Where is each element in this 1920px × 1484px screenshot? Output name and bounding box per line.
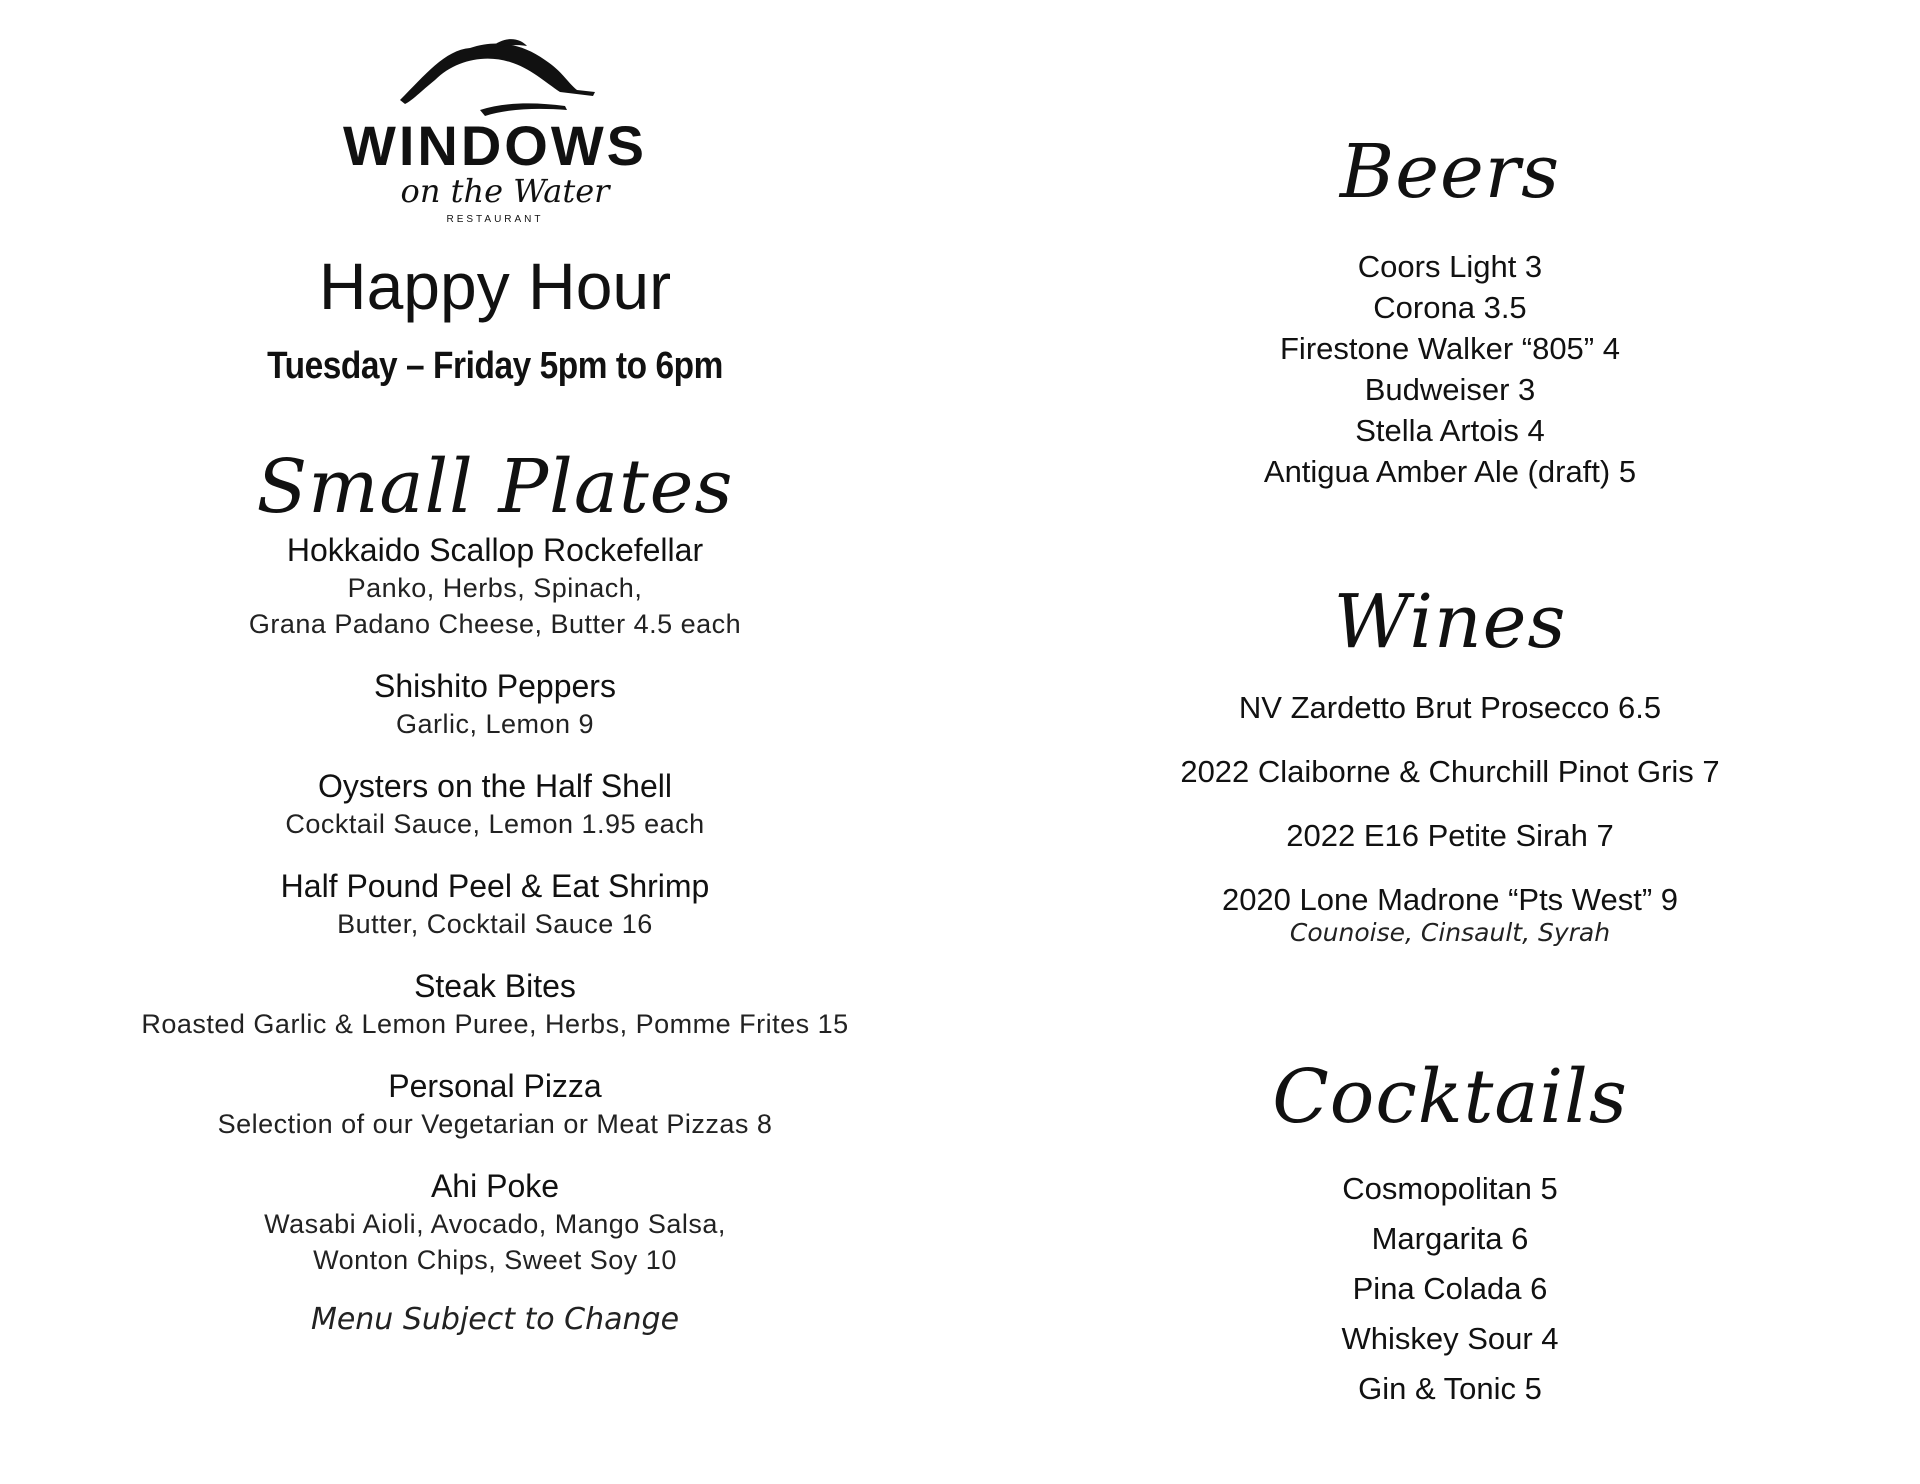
cocktails-heading: Cocktails	[1272, 1054, 1628, 1140]
menu-item	[120, 1166, 870, 1278]
small-plates-section	[120, 444, 870, 1337]
menu-disclaimer: Menu Subject to Change	[310, 1302, 680, 1337]
menu-item	[120, 530, 870, 642]
list-item: Firestone Walker “805” 4	[1280, 331, 1620, 366]
menu-item-name: Personal Pizza	[388, 1068, 602, 1104]
menu-item-description: Panko, Herbs, Spinach,	[347, 573, 643, 603]
menu-item	[120, 966, 870, 1042]
logo-tagline: on the Water	[400, 172, 610, 210]
beers-section-header	[1150, 129, 1750, 215]
cocktails-section-header	[1150, 1054, 1750, 1140]
list-item: Stella Artois 4	[1355, 413, 1545, 448]
menu-item-name: Shishito Peppers	[374, 668, 616, 704]
list-item: Cosmopolitan 5	[1342, 1171, 1558, 1206]
menu-item-description: Cocktail Sauce, Lemon 1.95 each	[285, 809, 705, 839]
list-item: 2022 E16 Petite Sirah 7	[1286, 818, 1614, 853]
menu-item	[120, 766, 870, 842]
wines-heading: Wines	[1333, 579, 1567, 665]
menu-item-description: Grana Padano Cheese, Butter 4.5 each	[248, 609, 742, 639]
wines-list	[1150, 688, 1750, 947]
list-item: Corona 3.5	[1373, 290, 1527, 325]
list-item: NV Zardetto Brut Prosecco 6.5	[1238, 690, 1662, 725]
list-item: Pina Colada 6	[1352, 1271, 1548, 1306]
cocktails-list	[1150, 1164, 1750, 1414]
small-plates-heading: Small Plates	[256, 444, 734, 530]
menu-item-description: Garlic, Lemon 9	[395, 709, 595, 739]
happy-hour-schedule: Tuesday – Friday 5pm to 6pm	[267, 345, 723, 387]
list-item: Margarita 6	[1371, 1221, 1529, 1256]
list-item: 2020 Lone Madrone “Pts West” 9	[1221, 882, 1679, 917]
menu-item-description: Roasted Garlic & Lemon Puree, Herbs, Pomme Frites 15	[141, 1009, 849, 1039]
beers-heading: Beers	[1339, 129, 1561, 215]
logo-name: WINDOWS	[342, 114, 648, 177]
beers-list	[1150, 246, 1750, 492]
menu-item-description: Wonton Chips, Sweet Soy 10	[313, 1245, 677, 1275]
list-item: Coors Light 3	[1357, 249, 1543, 284]
logo-subtitle: RESTAURANT	[446, 214, 544, 225]
menu-item-description: Wasabi Aioli, Avocado, Mango Salsa,	[264, 1209, 726, 1239]
left-column	[120, 30, 870, 1337]
wines-section-header	[1150, 579, 1750, 665]
menu-item-description: Selection of our Vegetarian or Meat Pizzas 8	[217, 1109, 773, 1139]
wine-varietals-note: Counoise, Cinsault, Syrah	[1289, 918, 1611, 947]
menu-item	[120, 666, 870, 742]
menu-item-description: Butter, Cocktail Sauce 16	[337, 909, 653, 939]
menu-item-name: Oysters on the Half Shell	[318, 768, 672, 804]
page-title: Happy Hour	[318, 249, 672, 323]
list-item: Budweiser 3	[1364, 372, 1536, 407]
list-item: Gin & Tonic 5	[1358, 1371, 1542, 1406]
list-item: Whiskey Sour 4	[1341, 1321, 1559, 1356]
menu-item-name: Half Pound Peel & Eat Shrimp	[280, 868, 710, 904]
menu-item-name: Ahi Poke	[430, 1168, 560, 1204]
restaurant-logo	[305, 30, 685, 235]
menu-item-name: Hokkaido Scallop Rockefellar	[286, 532, 704, 568]
list-item: Antigua Amber Ale (draft) 5	[1263, 454, 1637, 489]
list-item: 2022 Claiborne & Churchill Pinot Gris 7	[1180, 754, 1720, 789]
menu-item	[120, 1066, 870, 1142]
menu-item	[120, 866, 870, 942]
menu-item-name: Steak Bites	[414, 968, 576, 1004]
